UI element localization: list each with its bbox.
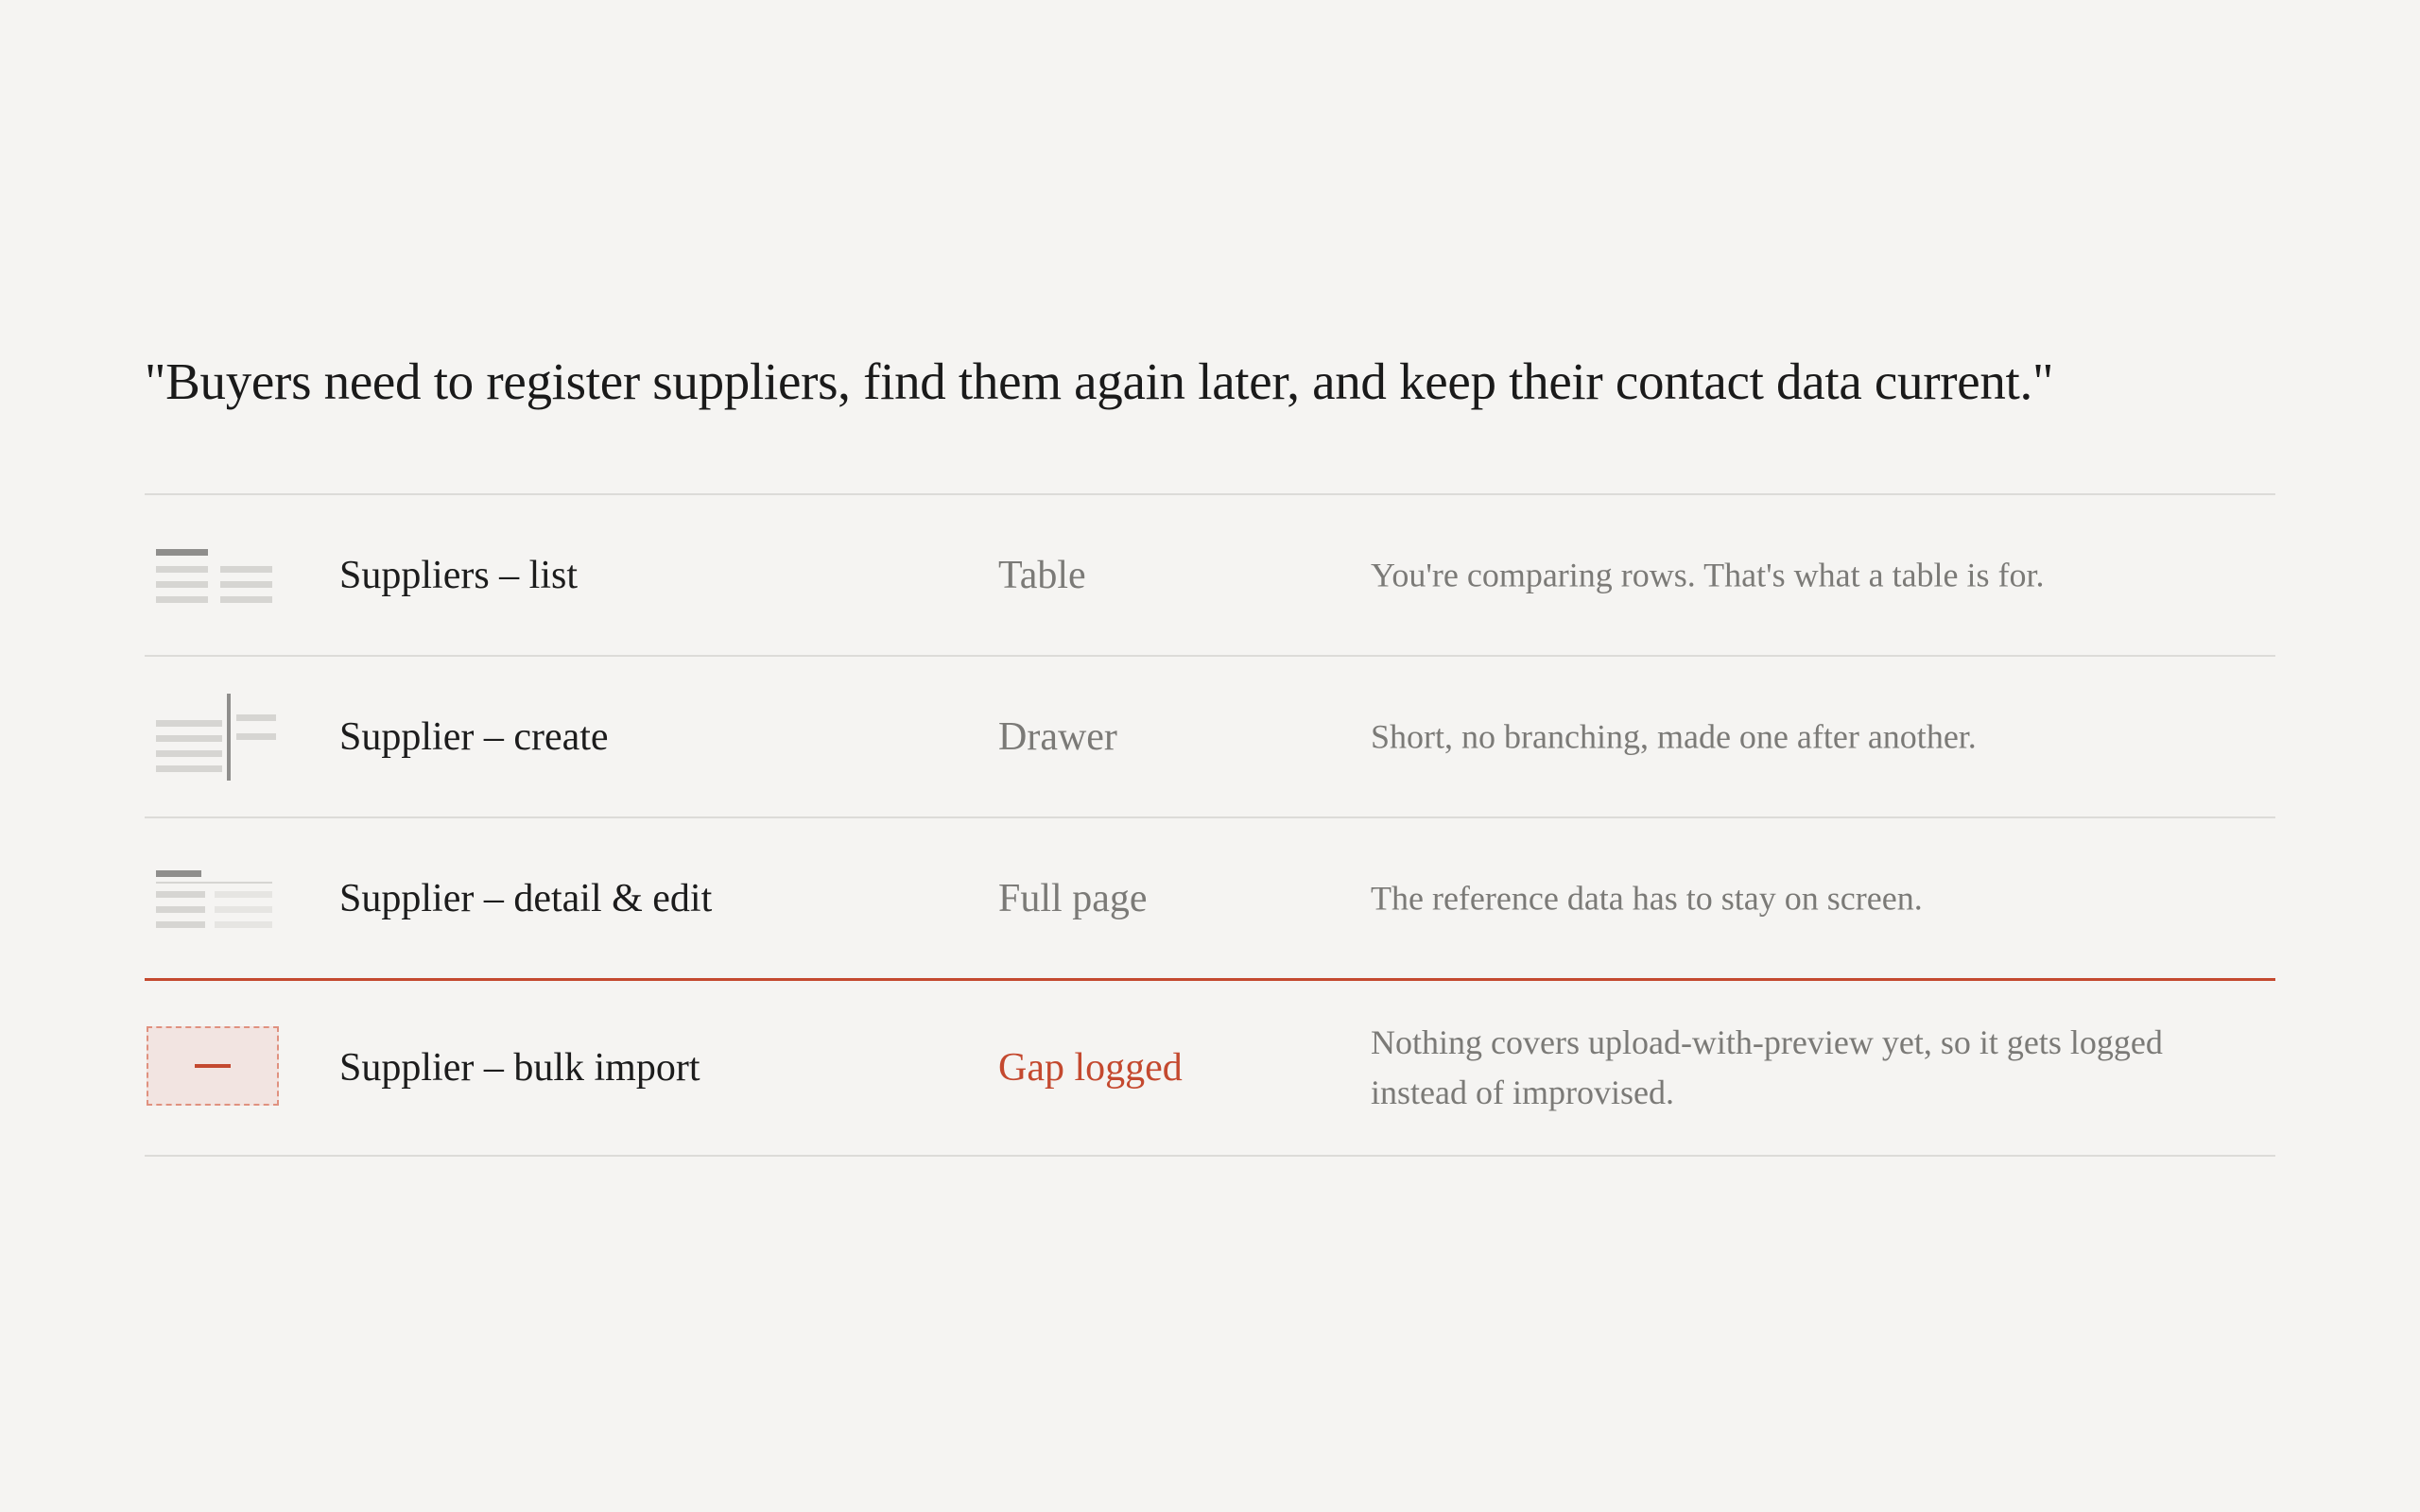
- table-row: [145, 818, 2275, 981]
- requirement-quote: "Buyers need to register suppliers, find them again later, and keep their contact data current.": [145, 352, 2054, 410]
- pattern-label: Full page: [998, 876, 1148, 920]
- screen-name: Supplier – bulk import: [339, 1046, 700, 1090]
- screen-name: Suppliers – list: [339, 553, 579, 597]
- pattern-reason: Short, no branching, made one after another.: [1371, 717, 1977, 755]
- gap-minus-icon: [195, 1064, 231, 1068]
- gap-placeholder: [147, 1026, 279, 1106]
- screen-name: Supplier – detail & edit: [339, 876, 713, 920]
- screen-name: Supplier – create: [339, 714, 609, 759]
- pattern-reason: Nothing covers upload-with-preview yet, so it gets logged instead of improvised.: [1371, 1023, 2163, 1111]
- table-row-gap: [145, 981, 2275, 1157]
- pattern-reason: The reference data has to stay on screen.: [1371, 879, 1923, 917]
- pattern-reason: You're comparing rows. That's what a table is for.: [1371, 556, 2045, 593]
- full-page-thumbnail-icon: [156, 851, 279, 946]
- pattern-mapping-table: [145, 493, 2275, 1157]
- pattern-label: Table: [998, 553, 1086, 597]
- gap-status-label: Gap logged: [998, 1046, 1183, 1090]
- pattern-label: Drawer: [998, 714, 1117, 759]
- table-row: [145, 657, 2275, 818]
- drawer-thumbnail-icon: [156, 690, 279, 784]
- table-row: [145, 495, 2275, 657]
- table-thumbnail-icon: [156, 528, 279, 623]
